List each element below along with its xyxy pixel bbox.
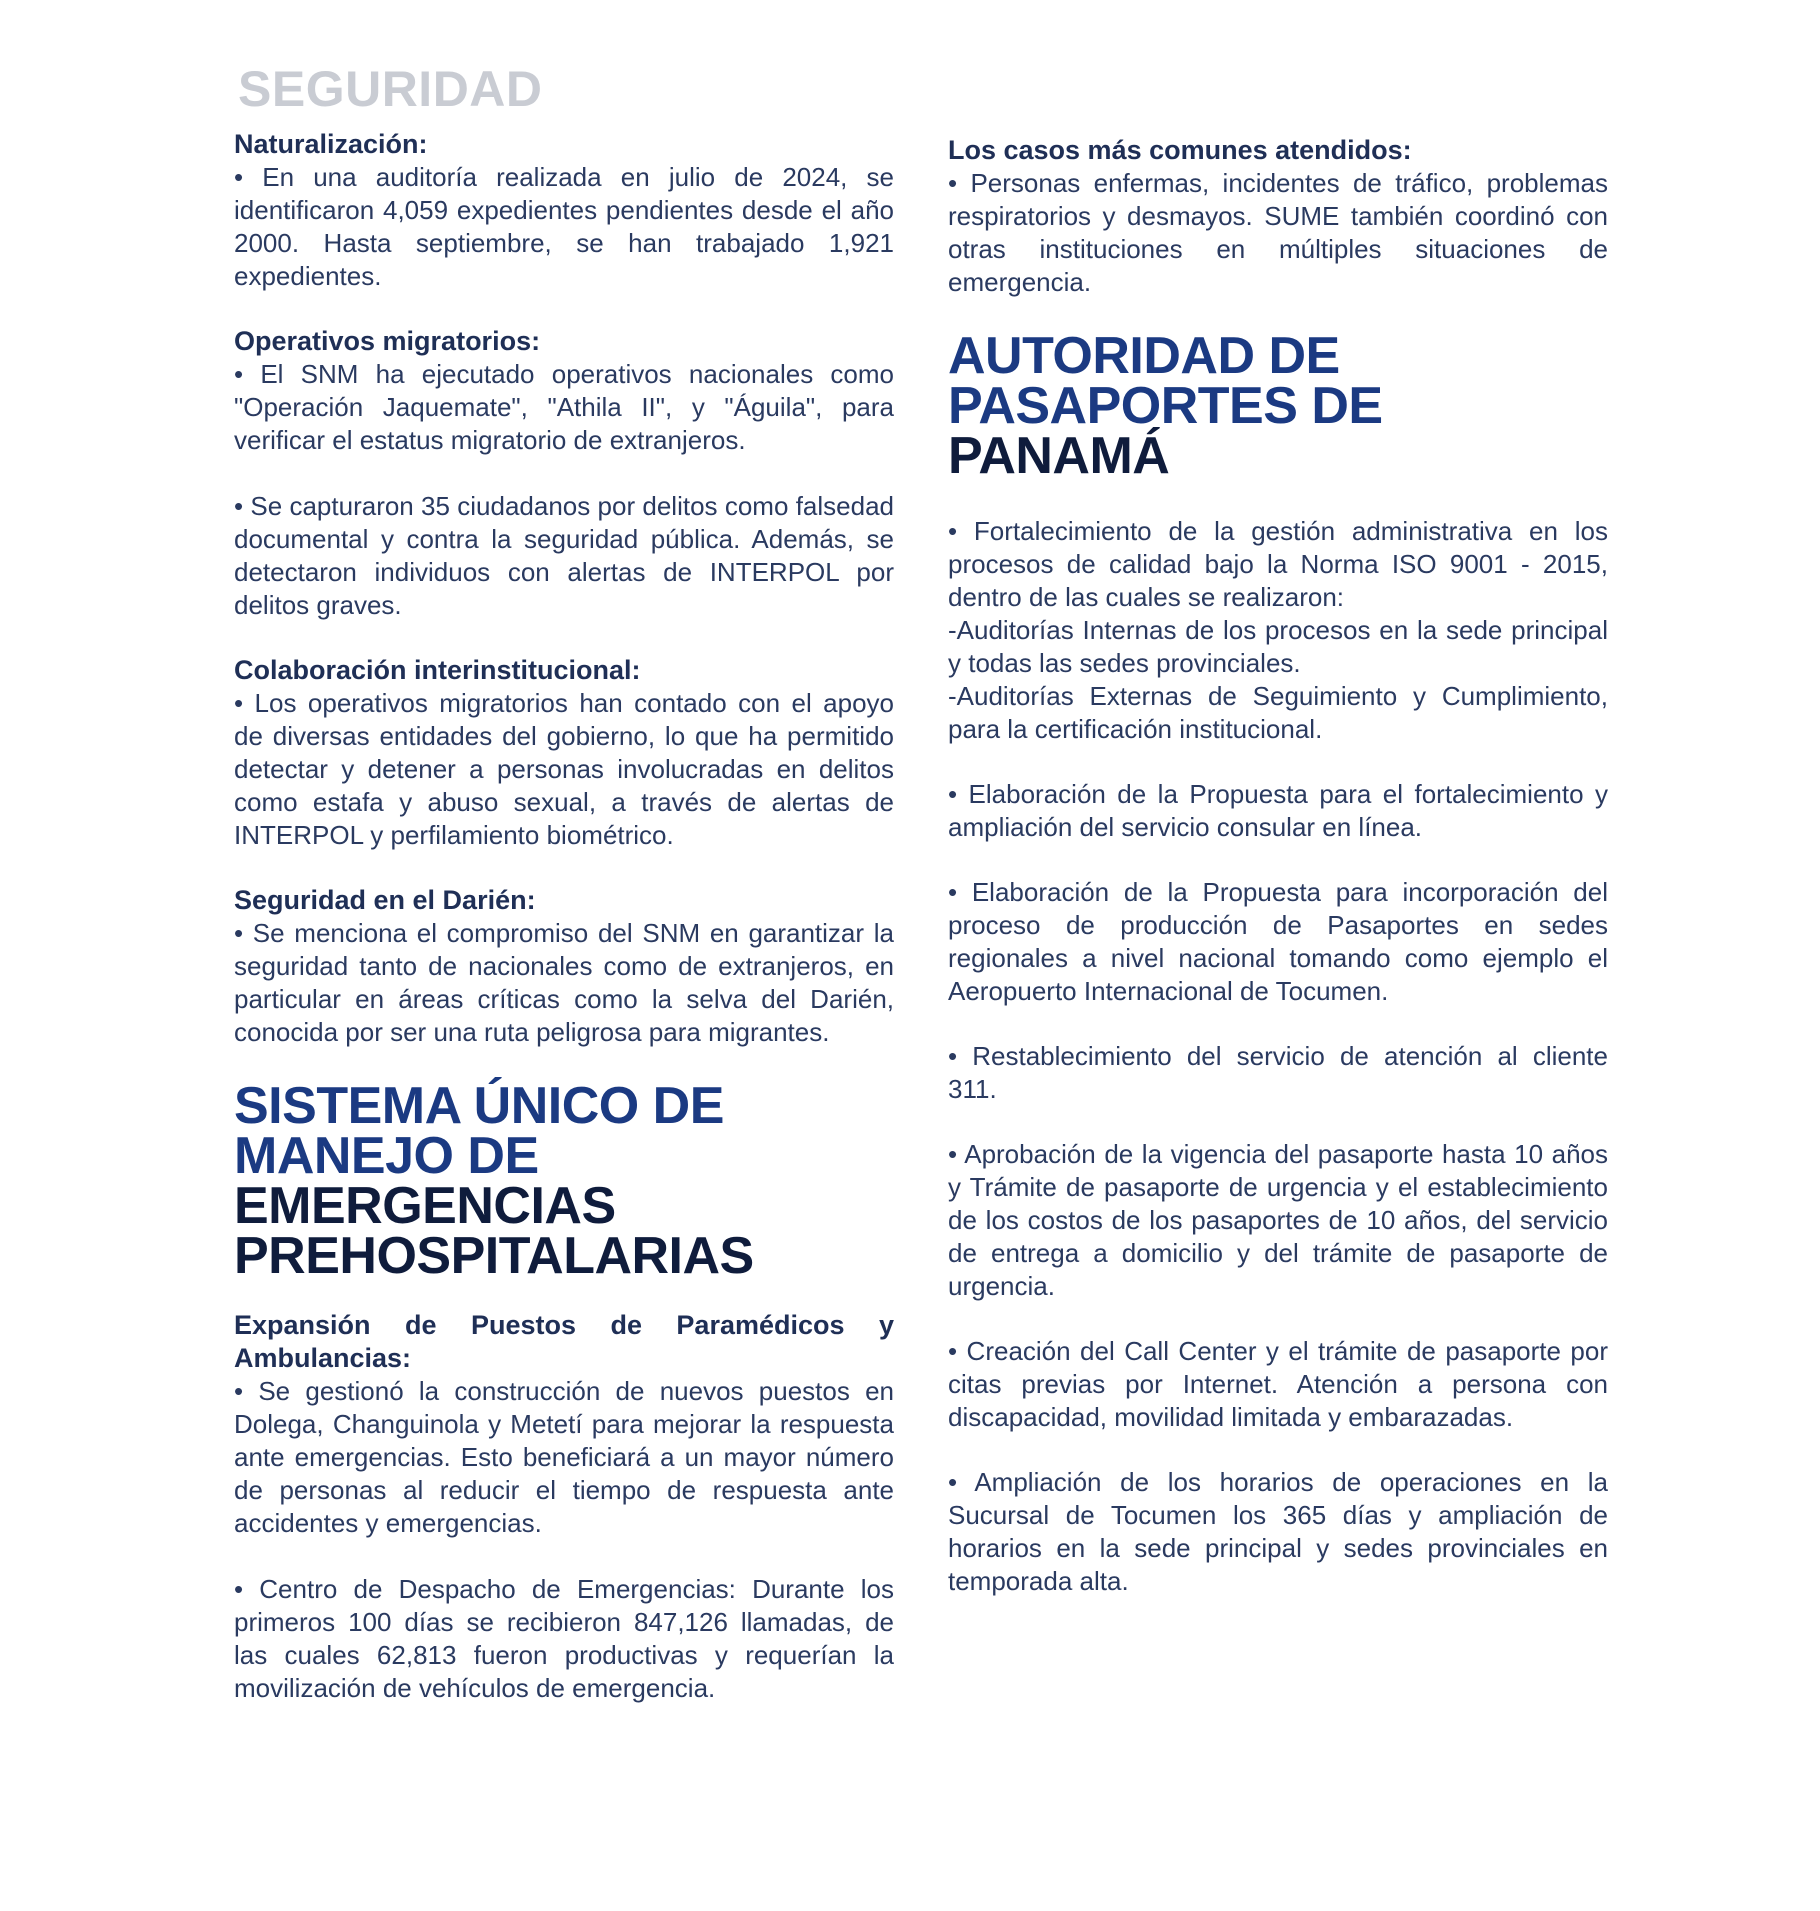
item-1-text: • Fortalecimiento de la gestión administrativa en los procesos de calidad bajo la Norma ISO 9001 - 2015, dentro de las cuales se realizaron: <box>948 516 1608 612</box>
pasaportes-title-line-3: PANAMÁ <box>948 427 1170 485</box>
operativos-block <box>234 325 894 622</box>
pasaportes-item-4 <box>948 1040 1608 1106</box>
pasaportes-title <box>948 327 1608 485</box>
darien-text: • Se menciona el compromiso del SNM en garantizar la seguridad tanto de nacionales como de extranjeros, en particular en áreas críticas como la selva del Darién, conocida por ser una ruta peligrosa para migrantes. <box>234 918 894 1047</box>
operativos-text-2: • Se capturaron 35 ciudadanos por delitos como falsedad documental y contra la seguridad pública. Además, se detectaron individuos con alertas de INTERPOL por delitos graves. <box>234 491 894 620</box>
sume-title-line-1: SISTEMA ÚNICO DE <box>234 1077 724 1135</box>
pasaportes-item-2 <box>948 778 1608 844</box>
operativos-text-1: • El SNM ha ejecutado operativos nacionales como "Operación Jaquemate", "Athila II", y "Águila", para verificar el estatus migratorio de extranjeros. <box>234 359 894 455</box>
item-6-text: • Creación del Call Center y el trámite de pasaporte por citas previas por Internet. Atención a persona con discapacidad, movilidad limitada y embarazadas. <box>948 1336 1608 1432</box>
pasaportes-item-7 <box>948 1466 1608 1598</box>
section-tag: SEGURIDAD <box>238 61 543 117</box>
darien-block <box>234 884 894 1049</box>
naturalizacion-text: • En una auditoría realizada en julio de 2024, se identificaron 4,059 expedientes pendientes desde el año 2000. Hasta septiembre, se han trabajado 1,921 expedientes. <box>234 162 894 291</box>
sume-title-line-3: EMERGENCIAS <box>234 1177 616 1235</box>
expansion-block <box>234 1309 894 1705</box>
pasaportes-item-5 <box>948 1138 1608 1303</box>
item-7-text: • Ampliación de los horarios de operaciones en la Sucursal de Tocumen los 365 días y ampliación de horarios en la sede principal y sedes provinciales en temporada alta. <box>948 1467 1608 1596</box>
casos-block <box>948 134 1608 299</box>
colaboracion-text: • Los operativos migratorios han contado con el apoyo de diversas entidades del gobierno, lo que ha permitido detectar y detener a personas involucradas en delitos como estafa y abuso sexual, a través de alertas de INTERPOL y perfilamiento biométrico. <box>234 688 894 850</box>
item-4-text: • Restablecimiento del servicio de atención al cliente 311. <box>948 1041 1608 1104</box>
casos-text: • Personas enfermas, incidentes de tráfico, problemas respiratorios y desmayos. SUME también coordinó con otras instituciones en múltiples situaciones de emergencia. <box>948 168 1608 297</box>
right-column <box>948 134 1608 1630</box>
expansion-text-2: • Centro de Despacho de Emergencias: Durante los primeros 100 días se recibieron 847,126 llamadas, de las cuales 62,813 fueron productivas y requerían la movilización de vehículos de emergencia. <box>234 1574 894 1703</box>
darien-heading: Seguridad en el Darién: <box>234 885 536 915</box>
sume-title-line-2: MANEJO DE <box>234 1127 539 1185</box>
item-1b-text: -Auditorías Externas de Seguimiento y Cumplimiento, para la certificación institucional. <box>948 681 1608 744</box>
casos-heading: Los casos más comunes atendidos: <box>948 135 1412 165</box>
naturalizacion-heading: Naturalización: <box>234 129 428 159</box>
expansion-heading: Expansión de Puestos de Paramédicos y Ambulancias: <box>234 1310 894 1373</box>
pasaportes-item-1 <box>948 515 1608 746</box>
sume-title <box>234 1077 894 1285</box>
operativos-heading: Operativos migratorios: <box>234 326 541 356</box>
naturalizacion-block <box>234 128 894 293</box>
pasaportes-title-line-2: PASAPORTES DE <box>948 377 1383 435</box>
pasaportes-item-6 <box>948 1335 1608 1434</box>
pasaportes-title-line-1: AUTORIDAD DE <box>948 327 1340 385</box>
item-3-text: • Elaboración de la Propuesta para incorporación del proceso de producción de Pasaportes en sedes regionales a nivel nacional tomando como ejemplo el Aeropuerto Internacional de Tocumen. <box>948 877 1608 1006</box>
sume-title-line-4: PREHOSPITALARIAS <box>234 1227 754 1285</box>
left-column <box>234 128 894 1737</box>
item-1a-text: -Auditorías Internas de los procesos en la sede principal y todas las sedes provinciales. <box>948 615 1608 678</box>
colaboracion-heading: Colaboración interinstitucional: <box>234 655 641 685</box>
pasaportes-item-3 <box>948 876 1608 1008</box>
colaboracion-block <box>234 654 894 852</box>
expansion-text-1: • Se gestionó la construcción de nuevos puestos en Dolega, Changuinola y Metetí para mejorar la respuesta ante emergencias. Esto beneficiará a un mayor número de personas al reducir el tiempo de respuesta ante accidentes y emergencias. <box>234 1376 894 1538</box>
item-2-text: • Elaboración de la Propuesta para el fortalecimiento y ampliación del servicio consular en línea. <box>948 779 1608 842</box>
item-5-text: • Aprobación de la vigencia del pasaporte hasta 10 años y Trámite de pasaporte de urgencia y el establecimiento de los costos de los pasaportes de 10 años, del servicio de entrega a domicilio y del trámite de pasaporte de urgencia. <box>948 1139 1608 1301</box>
